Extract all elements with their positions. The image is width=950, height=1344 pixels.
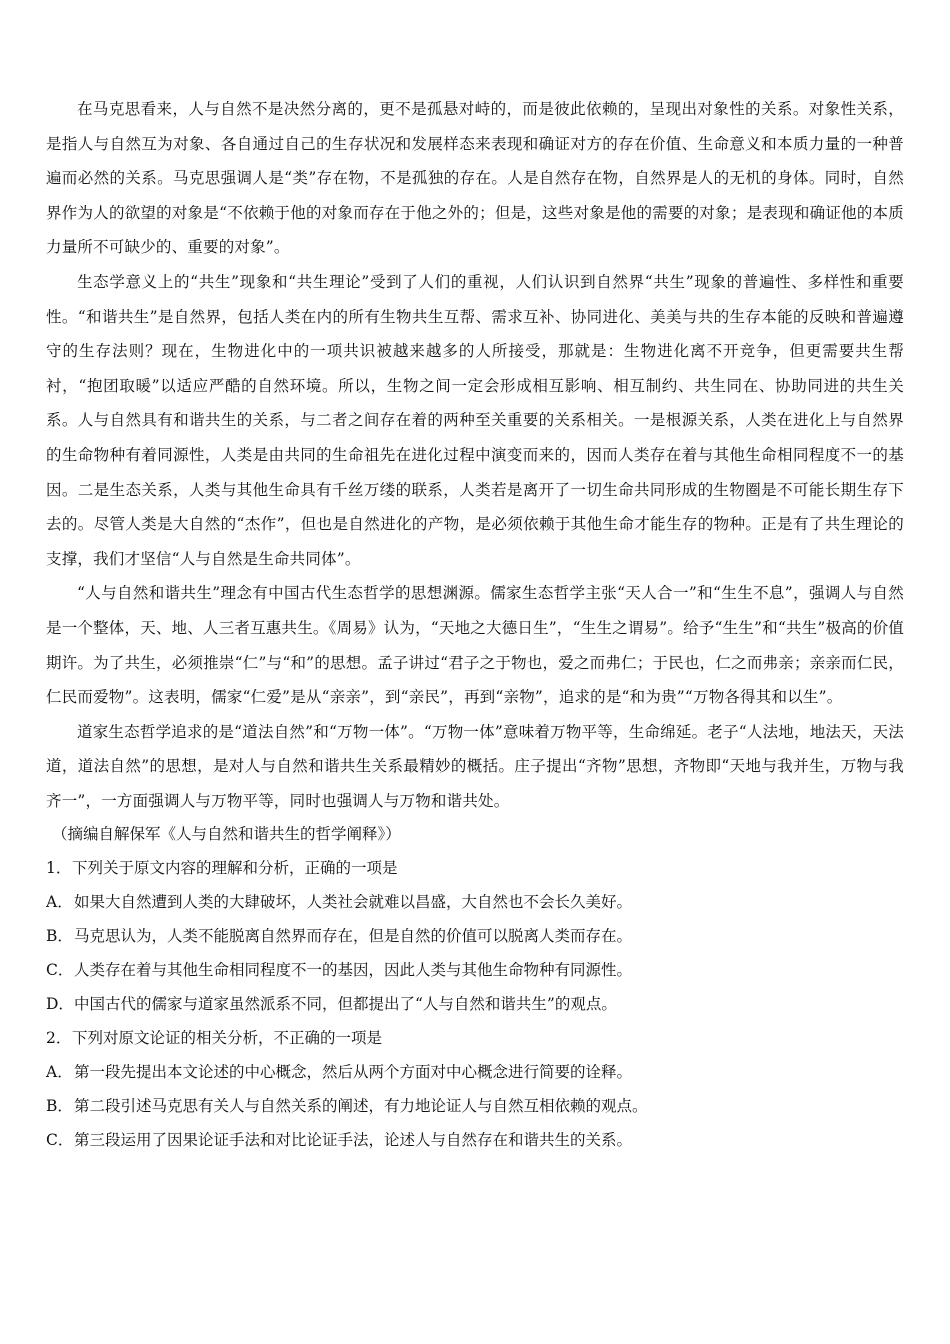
option-text: 第二段引述马克思有关人与自然关系的阐述，有力地论证人与自然互相依赖的观点。 — [74, 1097, 648, 1116]
document-page — [46, 92, 904, 1157]
option-b — [46, 919, 904, 953]
option-letter: B． — [46, 1097, 73, 1116]
question-stem — [46, 1021, 904, 1055]
option-letter: D． — [46, 995, 74, 1014]
article-paragraph-1: 在马克思看来，人与自然不是决然分离的，更不是孤悬对峙的，而是彼此依赖的，呈现出对象性的关系。对象性关系，是指人与自然互为对象、各自通过自己的生存状况和发展样态来表现和确证对方的存在价值、生命意义和本质力量的一种普遍而必然的关系。马克思强调人是“类”存在物，不是孤独的存在。人是自然存在物，自然界是人的无机的身体。同时，自然界作为人的欲望的对象是“不依赖于他的对象而存在于他之外的；但是，这些对象是他的需要的对象；是表现和确证他的本质力量所不可缺少的、重要的对象”。 — [46, 100, 904, 257]
option-text: 人类存在着与其他生命相同程度不一的基因，因此人类与其他生命物种有同源性。 — [74, 961, 633, 980]
question-text: 下列关于原文内容的理解和分析，正确的一项是 — [72, 859, 398, 878]
option-a — [46, 1055, 904, 1089]
option-c — [46, 1123, 904, 1157]
option-text: 第一段先提出本文论述的中心概念，然后从两个方面对中心概念进行简要的诠释。 — [74, 1063, 633, 1082]
article-paragraph-2: 生态学意义上的“共生”现象和“共生理论”受到了人们的重视，人们认识到自然界“共生”现象的普遍性、多样性和重要性。“和谐共生”是自然界，包括人类在内的所有生物共生互帮、需求互补、协同进化、美美与共的生存本能的反映和普遍遵守的生存法则？现在，生物进化中的一项共识被越来越多的人所接受，那就是：生物进化离不开竞争，但更需要共生帮衬，“抱团取暖”以适应严酷的自然环境。所以，生物之间一定会形成相互影响、相互制约、共生同在、协助同进的共生关系。人与自然具有和谐共生的关系，与二者之间存在着的两种至关重要的关系相关。一是根源关系，人类在进化上与自然界的生命物种有着同源性，人类是由共同的生命祖先在进化过程中演变而来的，因而人类存在着与其他生命相同程度不一的基因。二是生态关系，人类与其他生命具有千丝万缕的联系，人类若是离开了一切生命共同形成的生物圈是不可能长期生存下去的。尽管人类是大自然的“杰作”，但也是自然进化的产物，是必须依赖于其他生命才能生存的物种。正是有了共生理论的支撑，我们才坚信“人与自然是生命共同体”。 — [46, 272, 904, 568]
option-d — [46, 987, 904, 1021]
option-letter: C． — [46, 961, 74, 980]
option-text: 马克思认为，人类不能脱离自然界而存在，但是自然的价值可以脱离人类而存在。 — [74, 927, 633, 946]
article-paragraph-4: 道家生态哲学追求的是“道法自然”和“万物一体”。“万物一体”意味着万物平等，生命绵延。老子“人法地，地法天，天法道，道法自然”的思想，是对人与自然和谐共生关系最精妙的概括。庄子提出“齐物”思想，齐物即“天地与我并生，万物与我齐一”，一方面强调人与万物平等，同时也强调人与万物和谐共处。 — [46, 722, 904, 810]
option-text: 如果大自然遭到人类的大肆破坏，人类社会就难以昌盛，大自然也不会长久美好。 — [74, 893, 633, 912]
option-c — [46, 953, 904, 987]
option-letter: B． — [46, 927, 73, 946]
question-1 — [46, 851, 904, 1021]
article-paragraph-3: “人与自然和谐共生”理念有中国古代生态哲学的思想渊源。儒家生态哲学主张“天人合一”和“生生不息”，强调人与自然是一个整体，天、地、人三者互惠共生。《周易》认为，“天地之大德日生”，“生生之谓易”。给予“生生”和“共生”极高的价值期许。为了共生，必须推崇“仁”与“和”的思想。孟子讲过“君子之于物也，爱之而弗仁；于民也，仁之而弗亲；亲亲而仁民，仁民而爱物”。这表明，儒家“仁爱”是从“亲亲”，到“亲民”，再到“亲物”，追求的是“和为贵”“万物各得其和以生”。 — [46, 584, 904, 707]
option-b — [46, 1089, 904, 1123]
option-letter: A． — [46, 1063, 73, 1082]
question-stem — [46, 851, 904, 885]
option-letter: C． — [46, 1131, 74, 1150]
question-2 — [46, 1021, 904, 1157]
option-text: 中国古代的儒家与道家虽然派系不同，但都提出了“人与自然和谐共生”的观点。 — [74, 995, 617, 1014]
option-a — [46, 885, 904, 919]
question-number: 2． — [46, 1029, 72, 1048]
option-text: 第三段运用了因果论证手法和对比论证手法，论述人与自然存在和谐共生的关系。 — [74, 1131, 633, 1150]
question-number: 1． — [46, 859, 72, 878]
question-text: 下列对原文论证的相关分析，不正确的一项是 — [72, 1029, 383, 1048]
option-letter: A． — [46, 893, 73, 912]
article-source: （摘编自解保军《人与自然和谐共生的哲学阐释》） — [52, 825, 401, 844]
